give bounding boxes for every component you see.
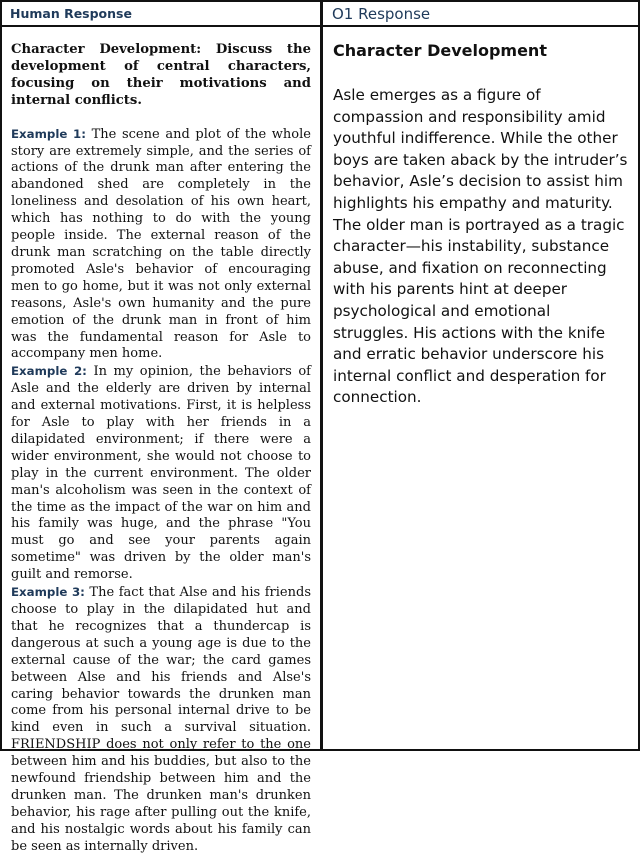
human-response-column — [2, 2, 323, 854]
o1-response-body — [323, 27, 638, 409]
human-response-header: Human Response — [2, 2, 320, 27]
example-3 — [11, 584, 311, 856]
example-3-label: Example 3: — [11, 585, 85, 600]
example-1 — [11, 126, 311, 364]
o1-response-header: O1 Response — [323, 2, 638, 27]
example-2-text: In my opinion, the behaviors of Asle and the elderly are driven by internal and external motivations. First, it is helpless for Asle to play with her friends in a dilapidated environment; if there were a wider environment, she would not choose to play in the current environment. The older man's alcoholism was seen in the context of the time as the impact of the war on him and his family was huge, and the phrase "You must go and see your parents again sometime" was driven by the older man's guilt and remorse. — [11, 364, 311, 583]
example-2 — [11, 363, 311, 584]
example-1-label: Example 1: — [11, 126, 86, 141]
human-response-body — [2, 27, 320, 856]
example-2-label: Example 2: — [11, 364, 87, 379]
o1-response-column — [323, 2, 638, 749]
o1-response-text: Asle emerges as a figure of compassion and responsibility amid youthful indifference. While the other boys are taken aback by the intruder’s behavior, Asle’s decision to assist him highlights his empathy and maturity. The older man is portrayed as a tragic character—his instability, substance abuse, and fixation on reconnecting with his parents hint at deeper psychological and emotional struggles. His actions with the knife and erratic behavior underscore his internal conflict and desperation for connection. — [333, 86, 628, 407]
example-1-text: The scene and plot of the whole story are extremely simple, and the series of actions of the drunk man after entering the abandoned shed are completely in the loneliness and desolation of his own heart, which has nothing to do with the young people inside. The external reason of the drunk man scratching on the table directly promoted Asle's behavior of encouraging men to go home, but it was not only external reasons, Asle's own humanity and the pure emotion of the drunk man in front of him was the fundamental reason for Asle to accompany men home. — [11, 126, 311, 362]
example-3-text: The fact that Alse and his friends choose to play in the dilapidated hut and that he recognizes that a thundercap is dangerous at such a young age is due to the external cause of the war; the card games between Alse and his friends and Alse's caring behavior towards the drunken man come from his personal internal drive to be kind even in such a survival situation. FRIENDSHIP does not only refer to the one between him and his buddies, but also to the newfound friendship between him and the drunken man. The drunken man's drunken behavior, his rage after pulling out the knife, and his nostalgic words about his family can be seen as internally driven. — [11, 585, 311, 854]
o1-response-title: Character Development — [333, 41, 547, 60]
task-prompt: Character Development: Discuss the development of central characters, focusing on their motivations and internal conflicts. — [11, 42, 311, 108]
